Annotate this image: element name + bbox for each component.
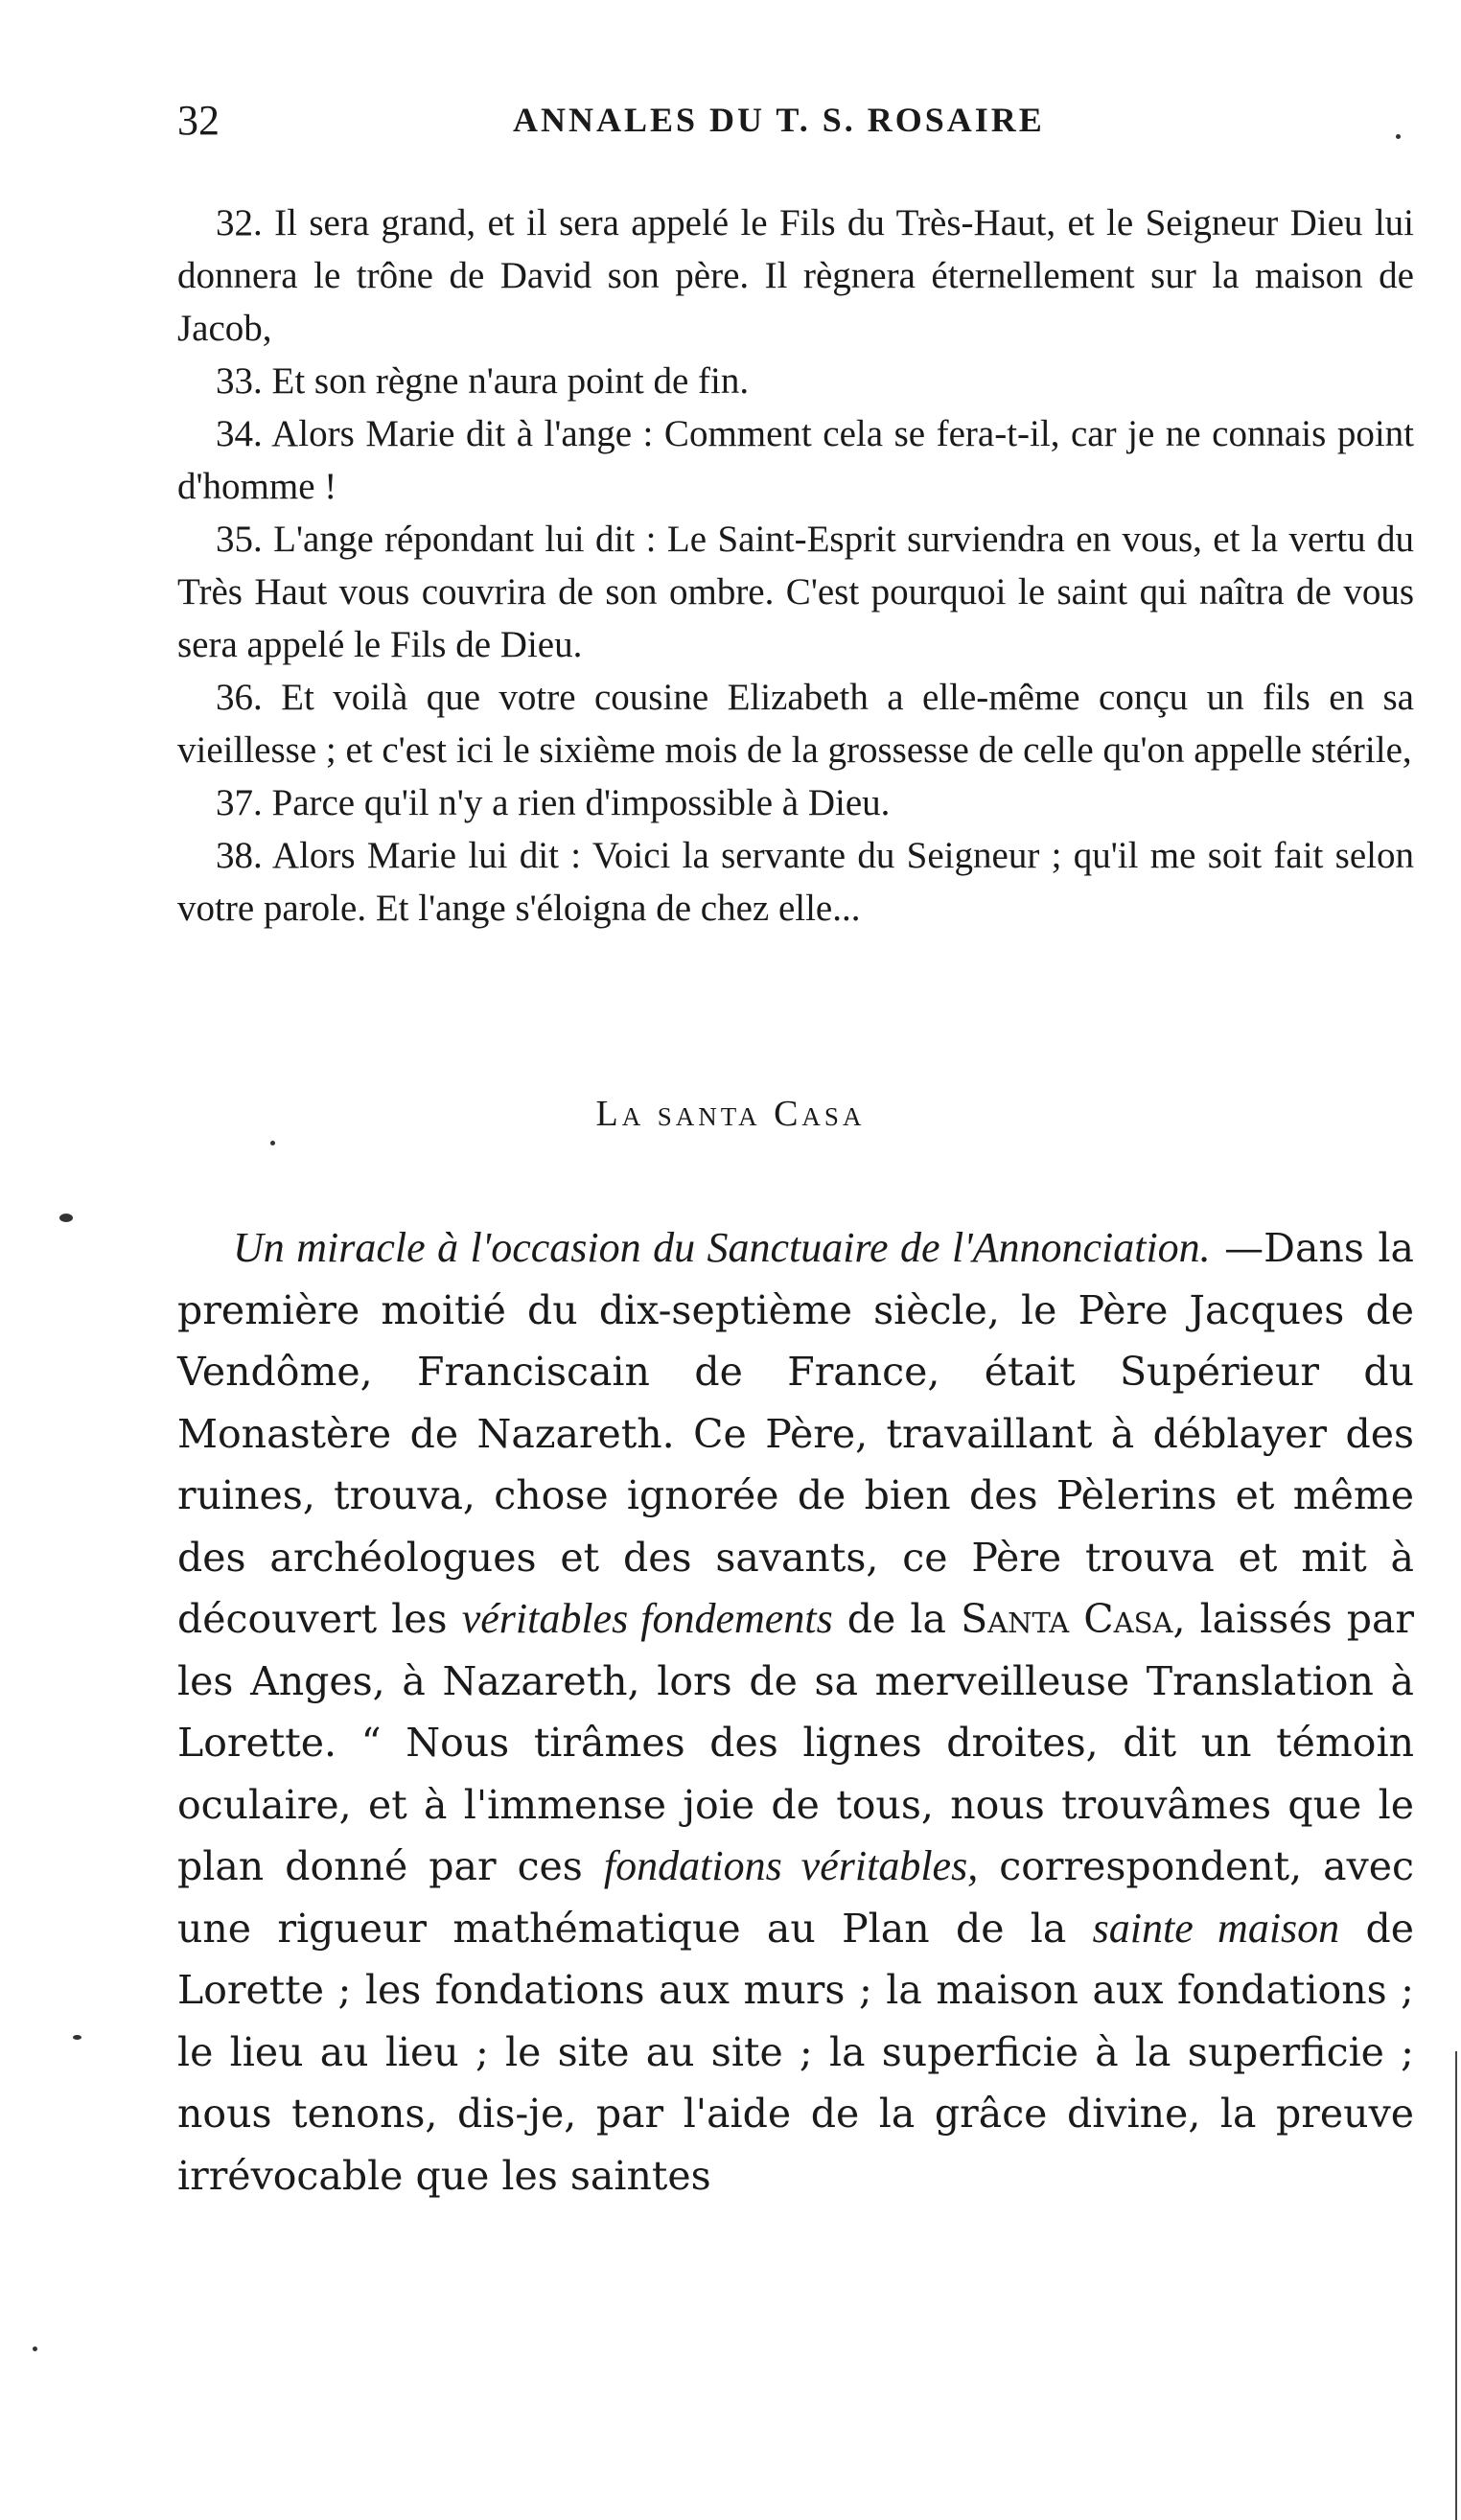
ink-speck (33, 2347, 37, 2351)
santa-casa-smallcaps: Santa Casa (961, 1596, 1173, 1642)
verse-38: 38. Alors Marie lui dit : Voici la servante du Seigneur ; qu'il me soit fait selon votre parole. Et l'ange s'éloigna de chez elle... (177, 835, 1414, 929)
verse-34: 34. Alors Marie dit à l'ange : Comment cela se fera-t-il, car je ne connais point d'homme ! (177, 413, 1414, 507)
emphasis-sainte-maison: sainte maison (1092, 1904, 1340, 1952)
verse-33: 33. Et son règne n'aura point de fin. (216, 360, 750, 402)
ink-speck (270, 1141, 275, 1145)
verse-35: 35. L'ange répondant lui dit : Le Saint-Esprit surviendra en vous, et la vertu du Très Haut vous couvrira de son ombre. C'est pourquoi le saint qui naîtra de vous sera appelé le Fils de Dieu. (177, 519, 1414, 665)
running-head (177, 96, 1404, 153)
page-number: 32 (177, 97, 220, 144)
page-edge-rule (1455, 2051, 1457, 2520)
body-text-part-1: —Dans la première moitié du dix-septième siècle, le Père Jacques de Vendôme, Franciscain de France, était Supérieur du Monastère de Nazareth. Ce Père, travaillant à déblayer des ruines, trouva, chose ignorée de bien des Pèlerins et même des archéologues et des savants, ce Père trouva et mit à découvert les (177, 1225, 1414, 1642)
section-title: La santa Casa (595, 1094, 866, 1134)
body-text-part-3: , laissés par les Anges, à Nazareth, lors de sa merveilleuse Translation à Lorette. “ Nous tirâmes des lignes droites, dit un témoin oculaire, et à l'immense joie de tous, nous trouvâmes que le plan donné par ces (177, 1596, 1415, 1889)
emphasis-veritables-fondements: véritables fondements (461, 1595, 833, 1642)
body-text-part-2: de la (832, 1596, 962, 1642)
verse-list (177, 197, 1414, 935)
verse-37: 37. Parce qu'il n'y a rien d'impossible à Dieu. (216, 782, 891, 823)
body-text-part-5: de Lorette ; les fondations aux murs ; la maison aux fondations ; le lieu au lieu ; le site au site ; la superficie à la superficie ; nous tenons, dis-je, par l'aide de la grâce divine, la preuve irrévocable que les saintes (177, 1905, 1414, 2199)
body-text-part-4: correspondent, avec une rigueur mathématique au Plan de la (177, 1843, 1415, 1952)
ink-speck (73, 2035, 81, 2040)
paragraph-lead: Un miracle à l'occasion du Sanctuaire de l'Annonciation. (233, 1224, 1211, 1271)
emphasis-fondations-veritables: fondations véritables, (603, 1842, 979, 1889)
body-paragraph (177, 1217, 1414, 2207)
ink-speck (1396, 134, 1401, 139)
ink-speck (59, 1214, 73, 1222)
verse-32: 32. Il sera grand, et il sera appelé le Fils du Très-Haut, et le Seigneur Dieu lui donnera le trône de David son père. Il règnera éternellement sur la maison de Jacob, (177, 202, 1414, 349)
running-title: ANNALES DU T. S. ROSAIRE (513, 101, 1045, 139)
verse-36: 36. Et voilà que votre cousine Elizabeth a elle-même conçu un fils en sa vieillesse ; et c'est ici le sixième mois de la grossesse de celle qu'on appelle stérile, (177, 677, 1414, 771)
